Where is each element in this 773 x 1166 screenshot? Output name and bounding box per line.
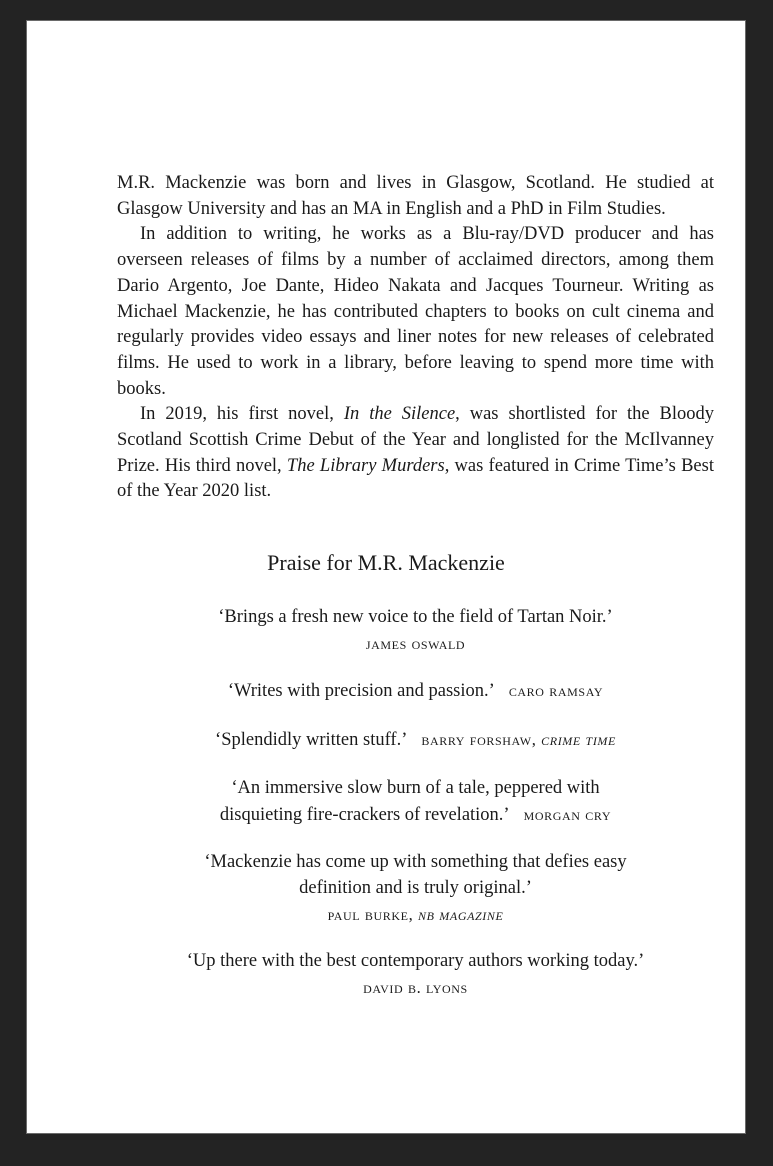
quote-ramsay [117, 678, 714, 705]
quote-attribution [117, 902, 714, 928]
quote-text-line-1: ‘An immersive slow burn of a tale, peppered with [231, 777, 600, 798]
bio-paragraph-3-text-c: , was featured in Crime Time’s Best of the Year 2020 list. [117, 455, 714, 502]
novel-title-in-the-silence: In the Silence [343, 404, 456, 425]
quote-text: ‘Brings a fresh new voice to the field of Tartan Noir.’ [218, 607, 613, 627]
quote-text: ‘Up there with the best contemporary authors working today.’ [186, 951, 645, 972]
quote-author: james oswald [365, 633, 466, 653]
bio-paragraph-2: In addition to writing, he works as a Blu-ray/DVD producer and has overseen releases of films by a number of acclaimed directors, among them Dario Argento, Joe Dante, Hideo Nakata and Jacques Tourneur. Writing as Michael Mackenzie, he has contributed chapters to books on cult cinema and regularly provides video essays and liner notes for new releases of celebrated films. He used to work in a library, before leaving to spend more time with books. [117, 224, 714, 399]
novel-title-library-murders: The Library Murders [286, 455, 445, 476]
quote-author: caro ramsay [508, 681, 604, 701]
quote-lyons [117, 949, 714, 1000]
quote-author: barry forshaw, [421, 730, 542, 750]
quote-oswald [117, 605, 714, 656]
quote-source: nb magazine [418, 904, 504, 924]
bio-paragraph-3-text-a: In 2019, his first novel, [140, 404, 344, 425]
quote-text-line-2: disquieting fire-crackers of revelation.’ [219, 804, 510, 825]
quote-author: david b. lyons [363, 978, 468, 998]
quote-cry [117, 776, 714, 828]
author-bio [117, 171, 714, 505]
bio-paragraph-3 [117, 402, 714, 505]
quote-author: morgan cry [523, 804, 612, 824]
quote-text: ‘Writes with precision and passion.’ [227, 681, 495, 702]
quote-forshaw [117, 727, 714, 754]
quote-attribution [421, 730, 616, 749]
quote-text-line-2: definition and is truly original.’ [299, 877, 532, 898]
quote-author: paul burke, [327, 904, 419, 924]
book-page [26, 20, 746, 1134]
quote-burke [117, 850, 714, 927]
quote-text: ‘Splendidly written stuff.’ [215, 730, 408, 751]
bio-paragraph-3-text-b: , was shortlisted for the Bloody Scotland Scottish Crime Debut of the Year and longlisted for the McIlvanney Prize. His third novel, [117, 404, 714, 476]
quote-text-line-1: ‘Mackenzie has come up with something that defies easy [204, 852, 627, 873]
quote-source: crime time [541, 730, 616, 750]
praise-heading: Praise for M.R. Mackenzie [267, 550, 505, 575]
bio-paragraph-1: M.R. Mackenzie was born and lives in Glasgow, Scotland. He studied at Glasgow University and has an MA in English and a PhD in Film Studies. [117, 173, 714, 219]
praise-quotes [117, 605, 714, 1023]
